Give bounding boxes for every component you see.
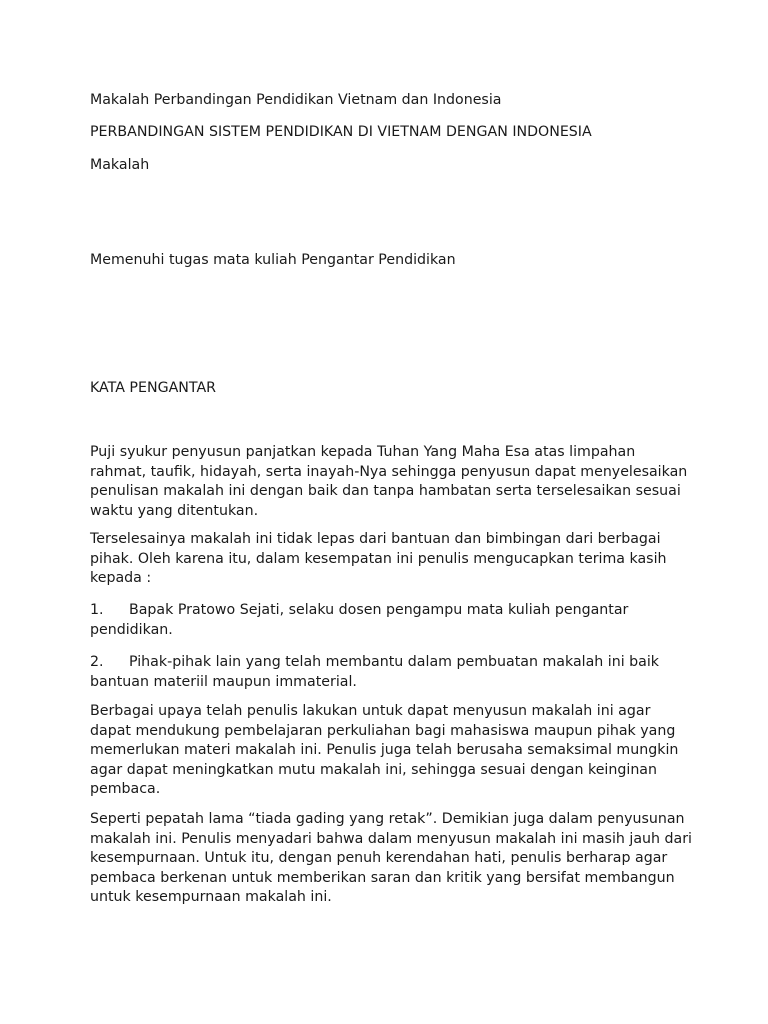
paragraph-line: untuk kesempurnaan makalah ini. [90, 889, 332, 905]
list-item-text: pendidikan. [90, 621, 173, 638]
paragraph-line: Berbagai upaya telah penulis lakukan untuk dapat menyusun makalah ini agar [90, 703, 651, 719]
paragraph-intro [90, 443, 690, 521]
document-heading: PERBANDINGAN SISTEM PENDIDIKAN DI VIETNAM DENGAN INDONESIA [90, 124, 592, 140]
section-title: KATA PENGANTAR [90, 380, 217, 396]
list-item-text: Bapak Pratowo Sejati, selaku dosen pengampu mata kuliah pengantar [129, 602, 629, 618]
document-type-label: Makalah [90, 157, 150, 173]
paragraph-line: kesempurnaan. Untuk itu, dengan penuh kerendahan hati, penulis berharap agar [90, 850, 668, 866]
paragraph-line: pembaca berkenan untuk memberikan saran dan kritik yang bersifat membangun [90, 869, 675, 886]
paragraph-effort [90, 702, 690, 800]
paragraph-line: pihak. Oleh karena itu, dalam kesempatan ini penulis mengucapkan terima kasih [90, 550, 667, 567]
paragraph-line: agar dapat meningkatkan mutu makalah ini, sehingga sesuai dengan keinginan [90, 761, 657, 778]
paragraph-thanks [90, 530, 690, 589]
list-item-text: bantuan materiil maupun immaterial. [90, 673, 357, 690]
paragraph-line: makalah ini. Penulis menyadari bahwa dalam menyusun makalah ini masih jauh dari [90, 830, 692, 847]
paragraph-line: Puji syukur penyusun panjatkan kepada Tuhan Yang Maha Esa atas limpahan [90, 444, 636, 460]
paragraph-line: memerlukan materi makalah ini. Penulis juga telah berusaha semaksimal mungkin [90, 742, 679, 758]
paragraph-line: kepada : [90, 570, 152, 586]
paragraph-line: Seperti pepatah lama “tiada gading yang retak”. Demikian juga dalam penyusunan [90, 811, 685, 827]
list-number: 1. [90, 602, 104, 618]
list-item-text: Pihak-pihak lain yang telah membantu dalam pembuatan makalah ini baik [129, 654, 660, 670]
list-item [90, 601, 690, 640]
paragraph-closing [90, 810, 690, 908]
paragraph-line: Terselesainya makalah ini tidak lepas dari bantuan dan bimbingan dari berbagai [90, 531, 661, 547]
paragraph-line: pembaca. [90, 781, 161, 797]
paragraph-line: waktu yang ditentukan. [90, 502, 259, 519]
paragraph-line: penulisan makalah ini dengan baik dan tanpa hambatan serta terselesaikan sesuai [90, 483, 681, 499]
purpose-statement: Memenuhi tugas mata kuliah Pengantar Pendidikan [90, 252, 456, 268]
list-item [90, 653, 690, 692]
paragraph-line: dapat mendukung pembelajaran perkuliahan bagi mahasiswa maupun pihak yang [90, 722, 676, 739]
document-title: Makalah Perbandingan Pendidikan Vietnam dan Indonesia [90, 92, 502, 108]
paragraph-line: rahmat, taufik, hidayah, serta inayah-Nya sehingga penyusun dapat menyelesaikan [90, 463, 688, 480]
list-number: 2. [90, 654, 104, 670]
